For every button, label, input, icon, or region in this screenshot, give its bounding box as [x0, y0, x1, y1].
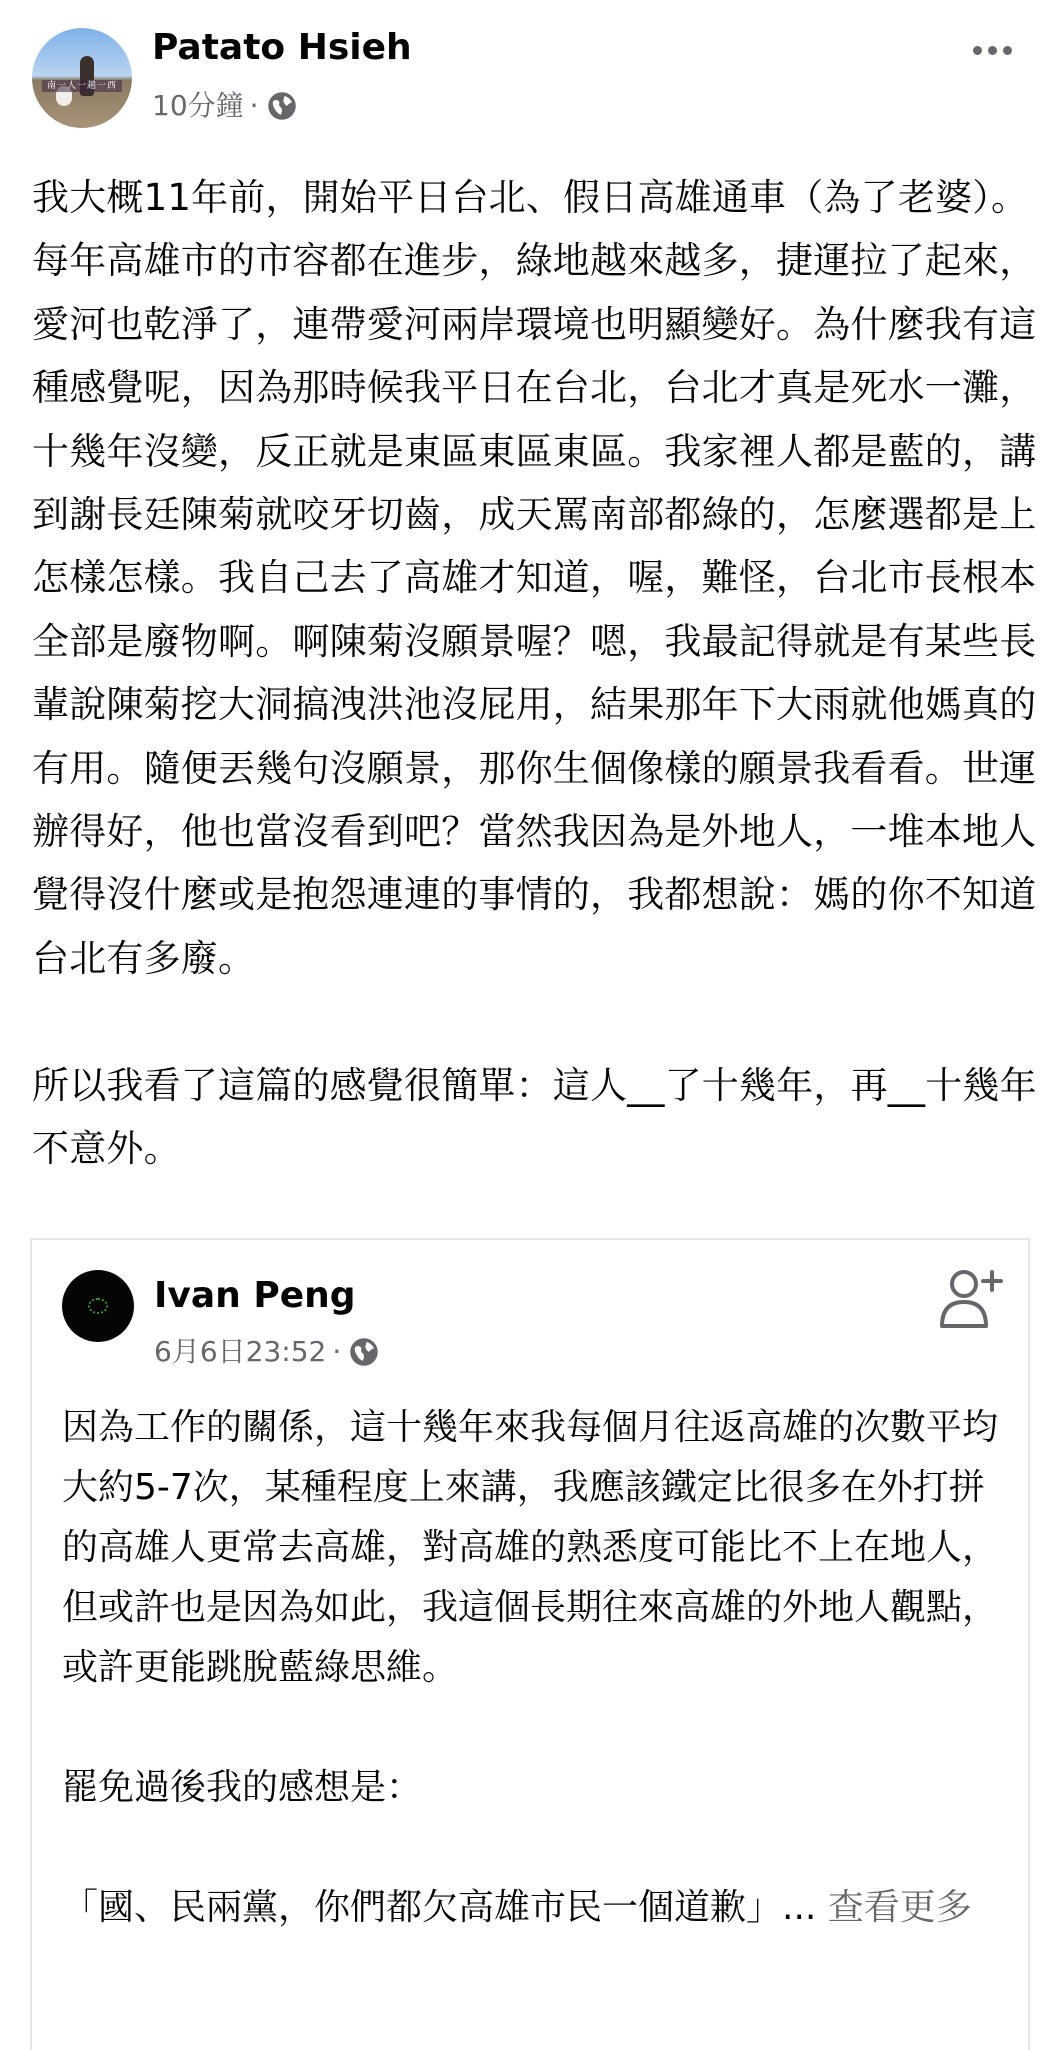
author-name[interactable]: Patato Hsieh — [152, 27, 412, 68]
more-icon-dot — [988, 46, 997, 55]
shared-author-avatar[interactable] — [62, 1270, 134, 1342]
post-timestamp[interactable]: 10分鐘 — [152, 89, 244, 122]
author-avatar[interactable] — [32, 28, 132, 128]
meta-separator: · — [249, 89, 259, 122]
more-options-button[interactable] — [960, 30, 1024, 70]
globe-icon[interactable] — [267, 91, 297, 121]
shared-post-card[interactable] — [30, 1238, 1030, 2050]
avatar-banner-text: 南一人一趟一西 — [42, 80, 122, 92]
shared-post-timestamp[interactable]: 6月6日23:52 — [154, 1335, 327, 1368]
more-icon-dot — [1003, 46, 1012, 55]
shared-post-body — [62, 1398, 1014, 1938]
globe-icon[interactable] — [349, 1337, 379, 1367]
more-icon-dot — [973, 46, 982, 55]
shared-post-text: 因為工作的關係，這十幾年來我每個月往返高雄的次數平均大約5-7次，某種程度上來講，我應該鐵定比很多在外打拼的高雄人更常去高雄，對高雄的熟悉度可能比不上在地人，但或許也是因為如此，我這個長期往來高雄的外地人觀點，或許更能跳脫藍綠思維。 罷免過後我的感想是： 「國、民兩黨，你們都欠高雄市民一個道歉」... — [62, 1407, 999, 1928]
post-header — [0, 0, 1063, 140]
shared-post-meta — [154, 1334, 379, 1370]
shared-author-name[interactable]: Ivan Peng — [154, 1275, 356, 1316]
meta-separator: · — [332, 1335, 342, 1368]
add-friend-icon[interactable] — [938, 1264, 1010, 1336]
avatar-logo — [88, 1298, 108, 1314]
post-meta — [152, 88, 297, 124]
see-more-link[interactable]: 查看更多 — [827, 1887, 972, 1928]
post-body-text: 我大概11年前，開始平日台北、假日高雄通車（為了老婆）。每年高雄市的市容都在進步，綠地越來越多，捷運拉了起來，愛河也乾淨了，連帶愛河兩岸環境也明顯變好。為什麼我有這種感覺呢，因為那時候我平日在台北，台北才真是死水一灘，十幾年沒變，反正就是東區東區東區。我家裡人都是藍的，講到謝長廷陳菊就咬牙切齒，成天罵南部都綠的，怎麼選都是上怎樣怎樣。我自己去了高雄才知道，喔，難怪，台北市長根本全部是廢物啊。啊陳菊沒願景喔？嗯，我最記得就是有某些長輩說陳菊挖大洞搞洩洪池沒屁用，結果那年下大雨就他媽真的有用。隨便丟幾句沒願景，那你生個像樣的願景我看看。世運辦得好，他也當沒看到吧？當然我因為是外地人，一堆本地人覺得沒什麼或是抱怨連連的事情的，我都想說：媽的你不知道台北有多廢。 所以我看了這篇的感覺很簡單：這人__了十幾年，再__十幾年不意外。 — [32, 176, 1037, 1171]
